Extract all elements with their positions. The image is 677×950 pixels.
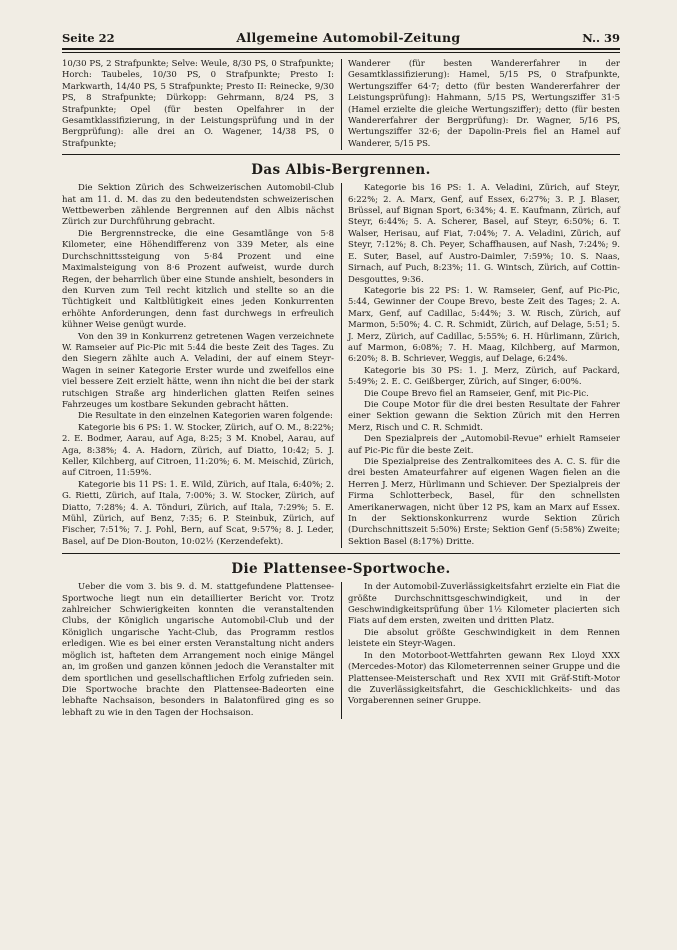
- paragraph: In den Motorboot-Wettfahrten gewann Rex Lloyd XXX (Mercedes-Motor) das Kilometerrennen seiner Gruppe und die Plattensee-Meisterschaft und Rex XVII mit Gräf-Stift-Motor die Zuverlässigkeitsfahrt, die Geschicklichkeits- und das Vorgaberennen seiner Gruppe.: [348, 650, 620, 707]
- paragraph: Den Spezialpreis der „Automobil-Revue" erhielt Ramseier auf Pic-Pic für die beste Zeit.: [348, 434, 620, 456]
- header-rule: [62, 48, 620, 50]
- paragraph: Kategorie bis 22 PS: 1. W. Ramseier, Genf, auf Pic-Pic, 5:44, Gewinner der Coupe Brevo, beste Zeit des Tages; 2. A. Marx, Genf, auf Cadillac, 5:44%; 3. W. Risch, Zürich, auf Marmon, 5:50%; 4. C. R. Schmidt, Zürich, auf Delage, 5:51; 5. J. Merz, Zürich, auf Cadillac, 5:55%; 6. H. Hürlimann, Zürich, auf Marmon, 6:08%; 7. H. Maag, Kilchberg, auf Marmon, 6:20%; 8. B. Schriever, Weggis, auf Delage, 6:24%.: [348, 285, 620, 365]
- paragraph: Kategorie bis 16 PS: 1. A. Veladini, Zürich, auf Steyr, 6:22%; 2. A. Marx, Genf, auf Essex, 6:27%; 3. P. J. Blaser, Brüssel, auf Bignan Sport, 6:34%; 4. E. Kaufmann, Zürich, auf Steyr, 6:44%; 5. A. Scherer, Basel, auf Steyr, 6:50%; 6. T. Walser, Herisau, auf Fiat, 7:04%; 7. A. Veladini, Zürich, auf Steyr, 7:12%; 8. Ch. Peyer, Schaffhausen, auf Nash, 7:24%; 9. E. Suter, Basel, auf Austro-Daimler, 7:59%; 10. S. Naas, Sirnach, auf Puch, 8:23%; 11. G. Wintsch, Zürich, auf Cottin-Desgouttes, 9:36.: [348, 183, 620, 285]
- column-divider: [341, 183, 342, 548]
- paragraph: In der Automobil-Zuverlässigkeitsfahrt erzielte ein Fiat die größte Durchschnittsgeschwindigkeit, und in der Geschwindigkeitsprüfung über 1½ Kilometer placierten sich Fiats auf dem ersten, zweiten und dritten Platz.: [348, 582, 620, 627]
- paragraph: Kategorie bis 30 PS: 1. J. Merz, Zürich, auf Packard, 5:49%; 2. E. C. Geißberger, Zürich, auf Singer, 6:00%.: [348, 365, 620, 388]
- paragraph: Von den 39 in Konkurrenz getretenen Wagen verzeichnete W. Ramseier auf Pic-Pic mit 5:44 die beste Zeit des Tages. Zu den Siegern zählte auch A. Veladini, der auf einem Steyr-Wagen in seiner Kategorie Erster wurde und zweifellos eine viel bessere Zeit erzielt hätte, wenn ihn nicht die bei der stark rutschigen Straße arg hinderlichen glatten Reifen seines Fahrzeuges um kostbare Sekunden gebracht hätten.: [62, 331, 334, 410]
- header-rule-thin: [62, 52, 620, 53]
- paragraph: Die Coupe Motor für die drei besten Resultate der Fahrer einer Sektion gewann die Sektion Zürich mit den Herren Merz, Risch und C. R. Schmidt.: [348, 399, 620, 433]
- paragraph: Die Bergrennstrecke, die eine Gesamtlänge von 5·8 Kilometer, eine Höhendifferenz von 339 Meter, als eine Durchschnittssteigung von 5·84 Prozent und eine Maximalsteigung von 8·6 Prozent aufweist, wurde durch Regen, der beharrlich über eine Stunde anshielt, besonders in den Kurven zum Teil recht kitzlich und stellte so an die Tüchtigkeit und Kaltblütigkeit eines jeden Konkurrenten erhöhte Anforderungen, denn fast durchwegs in erfreulich kühner Weise genügt wurde.: [62, 228, 334, 331]
- albis-article-title: Das Albis-Bergrennen.: [251, 162, 431, 179]
- paragraph: Kategorie bis 6 PS: 1. W. Stocker, Zürich, auf O. M., 8:22%; 2. E. Bodmer, Aarau, auf Aga, 8:25; 3 M. Knobel, Aarau, auf Aga, 8:38%; 4. A. Hadorn, Zürich, auf Diatto, 10:42; 5. J. Keller, Kilchberg, auf Citroen, 11:20%; 6. M. Meischid, Zürich, auf Citroen, 11:59%.: [62, 422, 334, 479]
- albis-right-column: [341, 183, 620, 548]
- paragraph: Ueber die vom 3. bis 9. d. M. stattgefundene Plattensee-Sportwoche liegt nun ein detaillierter Bericht vor. Trotz zahlreicher Schwierigkeiten konnten die veranstaltenden Clubs, der Königlich ungarische Automobil-Club und der Königlich ungarische Yacht-Club, das Programm restlos erledigen. Wie es bei einer ersten Veranstaltung nicht anders möglich ist, hafteten dem Arrangement noch einige Mängel an, im großen und ganzen können jedoch die Veranstalter mit dem sportlichen und gesellschaftlichen Erfolg zufrieden sein. Die Sportwoche brachte den Plattensee-Badeorten eine lebhafte Nachsaison, besonders in Balatonfüred ging es so lebhaft zu wie in den Tagen der Hochsaison.: [62, 582, 334, 718]
- top-continuation: [62, 59, 620, 150]
- issue-number: N.. 39: [582, 31, 620, 45]
- column-divider: [341, 582, 342, 719]
- albis-article: [62, 183, 620, 548]
- paragraph: Die Resultate in den einzelnen Kategorien waren folgende:: [78, 411, 333, 422]
- paragraph: Die Sektion Zürich des Schweizerischen Automobil-Club hat am 11. d. M. das zu den bedeutendsten schweizerischen Wettbewerben zählende Bergrennen auf den Albis nächst Zürich zur Durchführung gebracht.: [62, 183, 334, 228]
- paragraph: Wanderer (für besten Wandererfahrer in der Gesamtklassifizierung): Hamel, 5/15 PS, 0 Strafpunkte, Wertungsziffer 64·7; detto (für besten Wandererfahrer der Leistungsprüfung): Hahmann, 5/15 PS, Wertungsziffer 31·5 (Hamel erzielte die gleiche Wertungsziffer); detto (für besten Wandererfahrer der Bergprüfung): Dr. Wagner, 5/16 PS, Wertungsziffer 32·6; der Dapolin-Preis fiel an Hamel auf Wanderer, 5/15 PS.: [348, 59, 620, 149]
- plattensee-article: [62, 582, 620, 719]
- paragraph: 10/30 PS, 2 Strafpunkte; Selve: Weule, 8/30 PS, 0 Strafpunkte; Horch: Taubeles, 10/30 PS, 0 Strafpunkte; Presto I: Markwarth, 14/40 PS, 5 Strafpunkte; Presto II: Reinecke, 9/30 PS, 8 Strafpunkte; Dürkopp: Gehrmann, 8/24 PS, 3 Strafpunkte; Opel (für besten Opelfahrer in der Gesamtklassifizierung, in der Leistungsprüfung und in der Bergprüfung): alle drei an O. Wagener, 14/38 PS, 0 Strafpunkte;: [62, 59, 334, 149]
- plattensee-article-title: Die Plattensee-Sportwoche.: [231, 561, 451, 578]
- top-left-column: [62, 59, 341, 150]
- paragraph: Die Coupe Brevo fiel an Ramseier, Genf, mit Pic-Pic.: [364, 388, 589, 399]
- newspaper-page: [62, 30, 620, 719]
- section-rule: [62, 154, 620, 155]
- paragraph: Die Spezialpreise des Zentralkomitees des A. C. S. für die drei besten Amateurfahrer auf eigenen Wagen fielen an die Herren J. Merz, Hürlimann und Schiever. Der Spezialpreis der Firma Schlotterbeck, Basel, für den schnellsten Amerikanerwagen, nicht über 12 PS, kam an Marx auf Essex. In der Sektionskonkurrenz wurde Sektion Zürich (Durchschnittszeit 5:50%) Erste; Sektion Genf (5:58%) Zweite; Sektion Basel (8:17%) Dritte.: [348, 457, 620, 547]
- column-divider: [341, 59, 342, 150]
- paragraph: Die absolut größte Geschwindigkeit in dem Rennen leistete ein Steyr-Wagen.: [348, 627, 620, 650]
- section-rule: [62, 553, 620, 554]
- paragraph: Kategorie bis 11 PS: 1. E. Wild, Zürich, auf Itala, 6:40%; 2. G. Rietti, Zürich, auf Itala, 7:00%; 3. W. Stocker, Zürich, auf Diatto, 7:28%; 4. A. Tönduri, Zürich, auf Itala, 7:29%; 5. E. Mühl, Zürich, auf Benz, 7:35; 6. P. Steinbuk, Zürich, auf Fischer, 7:51%; 7. J. Pohl, Bern, auf Scat, 9:57%; 8. J. Leder, Basel, auf De Dion-Bouton, 10:02½ (Kerzendefekt).: [62, 479, 334, 547]
- albis-left-column: [62, 183, 341, 548]
- plattensee-left-column: [62, 582, 341, 719]
- page-number: Seite 22: [62, 31, 115, 45]
- page-header: [62, 30, 620, 48]
- top-right-column: [341, 59, 620, 150]
- newspaper-title: Allgemeine Automobil-Zeitung: [236, 30, 461, 45]
- plattensee-right-column: [341, 582, 620, 719]
